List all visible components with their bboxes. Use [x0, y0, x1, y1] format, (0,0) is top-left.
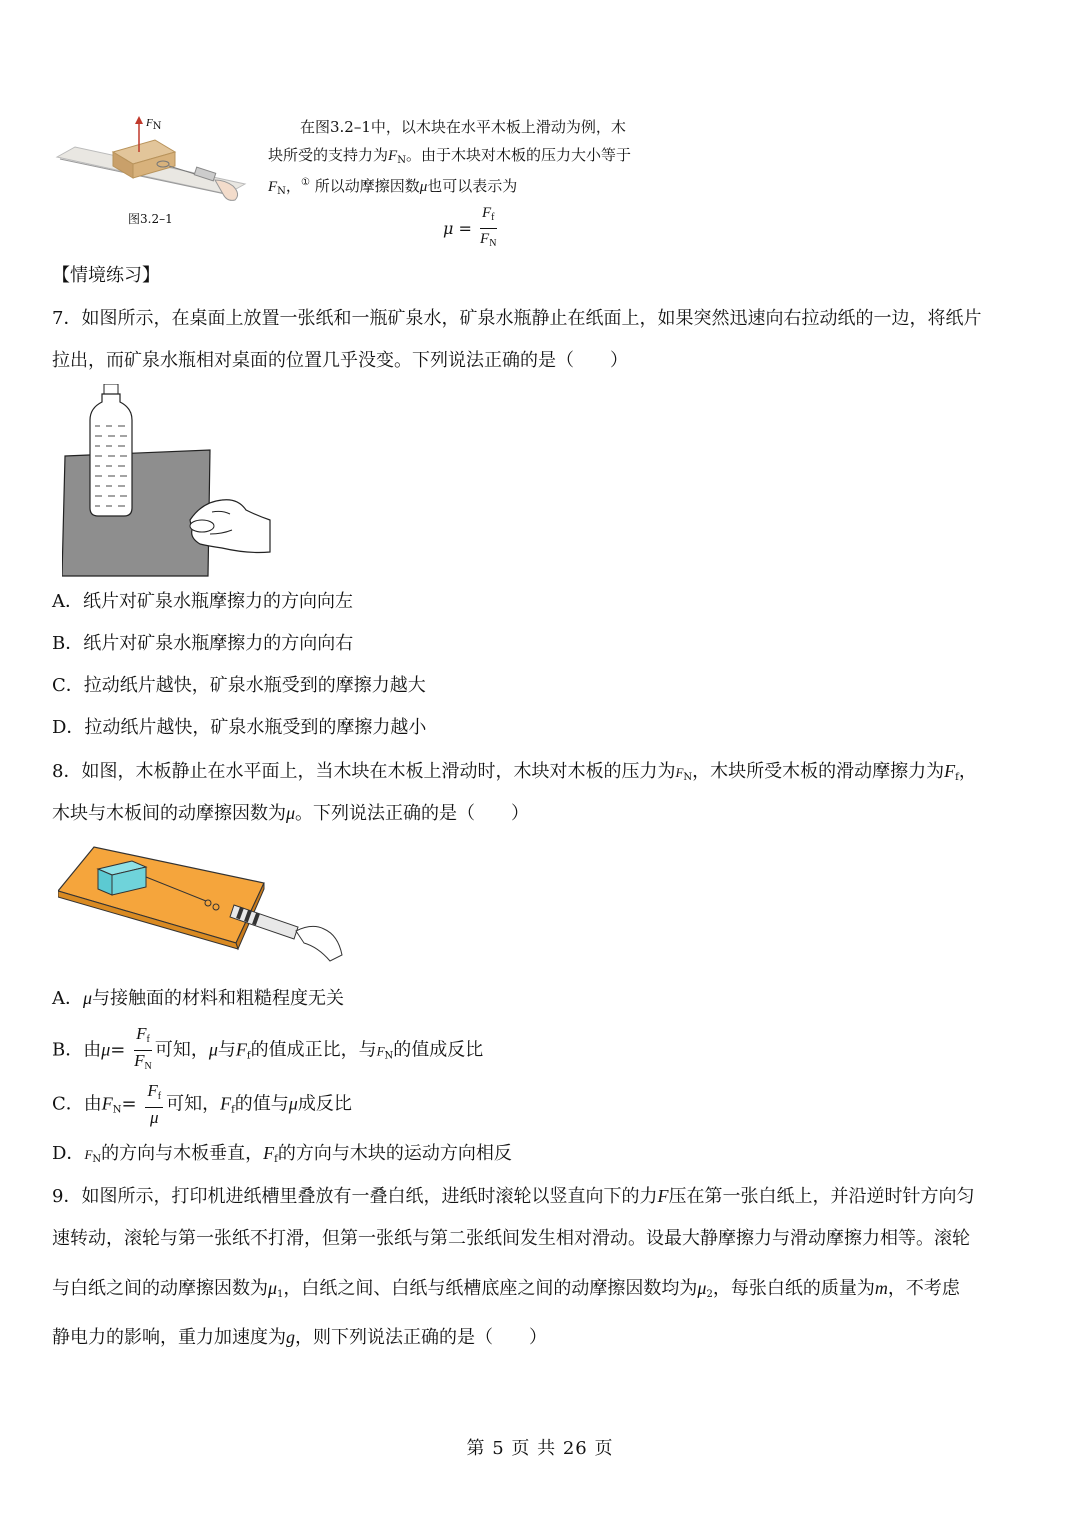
q9-stem-line-4: 静电力的影响，重力加速度为g，则下列说法正确的是（ ） — [52, 1327, 547, 1348]
block-spring-scale-illustration — [58, 843, 348, 971]
q8-stem-line-1: 8．如图，木板静止在水平面上，当木块在木板上滑动时，木块对木板的压力为$F_N$，木块所受木板的滑动摩擦力为$F_f$， — [52, 761, 977, 783]
q9-stem-line-2: 速转动，滚轮与第一张纸不打滑，但第一张纸与第二张纸间发生相对滑动。设最大静摩擦力与滑动摩擦力相等。滚轮 — [52, 1228, 970, 1249]
q9-stem-line-3: 与白纸之间的动摩擦因数为$\mu_1$，白纸之间、白纸与纸槽底座之间的动摩擦因数均为$\mu_2$，每张白纸的质量为m，不考虑 — [52, 1278, 960, 1300]
q9-stem-line-1: 9．如图所示，打印机进纸槽里叠放有一叠白纸，进纸时滚轮以竖直向下的力F压在第一张白纸上，并沿逆时针方向匀 — [52, 1186, 975, 1207]
q7-option-a: A．纸片对矿泉水瓶摩擦力的方向向左 — [52, 591, 353, 612]
footnote-mark: ① — [300, 177, 310, 188]
bottle-on-paper-illustration — [62, 384, 274, 580]
q8-figure — [58, 843, 348, 971]
q7-stem-line-2: 拉出，而矿泉水瓶相对桌面的位置几乎没变。下列说法正确的是（ ） — [52, 350, 628, 371]
q8-stem-line-2: 木块与木板间的动摩擦因数为μ。下列说法正确的是（ ） — [52, 803, 530, 824]
q7-option-d: D．拉动纸片越快，矿泉水瓶受到的摩擦力越小 — [52, 717, 427, 738]
q8-option-c: C．由$F_N=$ $\frac{F_f}{\mu}$ 可知，$F_f$的值与μ成反比 — [52, 1081, 352, 1127]
q7-option-c: C．拉动纸片越快，矿泉水瓶受到的摩擦力越大 — [52, 675, 426, 696]
textbook-paragraph-line-3: $F_N$，① 所以动摩擦因数μ也可以表示为 — [268, 177, 518, 197]
force-label: $F_N$ — [146, 117, 162, 132]
figure-caption: 图3.2–1 — [128, 212, 173, 226]
textbook-paragraph-line-2: 块所受的支持力为$F_N$。由于木块对木板的压力大小等于 — [268, 146, 631, 166]
textbook-formula: μ = $\frac{F_f}{F_N}$ — [443, 205, 497, 249]
page-footer: 第 5 页 共 26 页 — [466, 1438, 614, 1459]
q8-option-d: D．$F_N$的方向与木板垂直，$F_f$的方向与木块的运动方向相反 — [52, 1143, 512, 1165]
q7-figure — [62, 384, 274, 580]
q8-option-b: B．由μ= $\frac{F_f}{F_N}$ 可知，μ与$F_f$的值成正比，与$F_N$的值成反比 — [52, 1024, 484, 1072]
q7-option-b: B．纸片对矿泉水瓶摩擦力的方向向右 — [52, 633, 354, 654]
section-title: 【情境练习】 — [52, 265, 160, 286]
q8-option-a: A．μ与接触面的材料和粗糙程度无关 — [52, 988, 345, 1009]
q7-stem-line-1: 7．如图所示，在桌面上放置一张纸和一瓶矿泉水，矿泉水瓶静止在纸面上，如果突然迅速向右拉动纸的一边，将纸片 — [52, 308, 982, 329]
textbook-paragraph-line-1: 在图3.2–1中，以木块在水平木板上滑动为例，木 — [300, 118, 626, 136]
